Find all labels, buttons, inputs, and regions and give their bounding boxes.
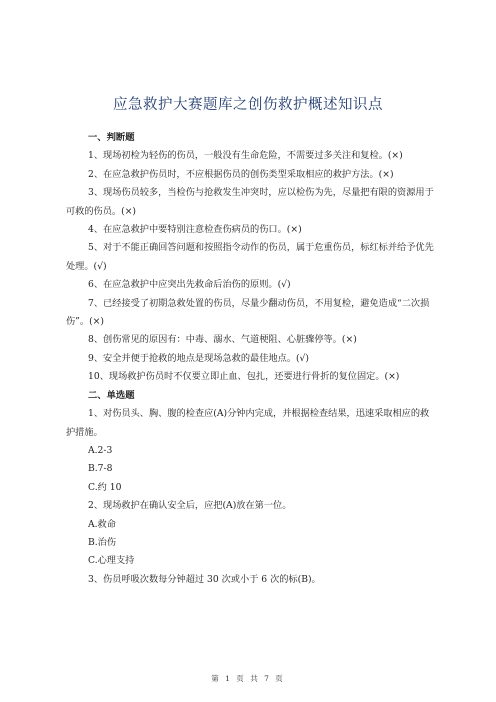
question-item: 4、在应急救护中要特别注意检查伤病员的伤口。(×) xyxy=(88,224,302,236)
question-item: 3、现场伤员较多，当检伤与抢救发生冲突时，应以检伤为先，尽量把有限的资源用于可救的伤员。(×) xyxy=(66,187,434,217)
question-item: 7、已经接受了初期急救处置的伤员，尽量少翻动伤员，不用复检，避免造成“二次损伤”。(×) xyxy=(66,297,430,328)
question-text: 1、对伤员头、胸、腹的检查应(A)分钟内完成，并根据检查结果，迅速采取相应的救护措施。 xyxy=(66,408,430,438)
answer-option: A.2-3 xyxy=(88,444,113,456)
question-item: 5、对于不能正确回答问题和按照指令动作的伤员，属于危重伤员，标红标并给予优先处理。(√) xyxy=(66,242,434,272)
question-text: 3、伤员呼吸次数每分钟超过 30 次或小于 6 次的标(B)。 xyxy=(88,573,321,585)
question-item: 6、在应急救护中应突出先救命后治伤的原则。(√) xyxy=(88,279,291,291)
answer-option: B.7-8 xyxy=(88,463,113,475)
question-item: 10、现场救护伤员时不仅要立即止血、包扎，还要进行骨折的复位固定。(×) xyxy=(88,371,400,383)
document-body xyxy=(66,129,434,589)
answer-option: C.心理支持 xyxy=(88,555,135,567)
question-item: 9、安全并便于抢救的地点是现场急救的最佳地点。(√) xyxy=(88,352,309,364)
question-item: 2、在应急救护伤员时，不应根据伤员的创伤类型采取相应的救护方法。(×) xyxy=(88,168,394,180)
page-number-footer: 第 1 页 共 7 页 xyxy=(211,674,285,683)
question-item: 8、创伤常见的原因有：中毒、溺水、气道梗阻、心脏骤停等。(×) xyxy=(88,334,357,346)
document-title: 应急救护大赛题库之创伤救护概述知识点 xyxy=(113,97,383,113)
question-text: 2、现场救护在确认安全后，应把(A)放在第一位。 xyxy=(88,500,292,512)
answer-option: C.约 10 xyxy=(88,481,122,493)
answer-option: B.治伤 xyxy=(88,536,117,548)
section-heading: 一、判断题 xyxy=(88,132,135,143)
answer-option: A.救命 xyxy=(88,518,116,530)
question-item: 1、现场初检为轻伤的伤员，一般没有生命危险，不需要过多关注和复检。(×) xyxy=(88,150,403,162)
section-heading: 二、单选题 xyxy=(88,389,135,401)
